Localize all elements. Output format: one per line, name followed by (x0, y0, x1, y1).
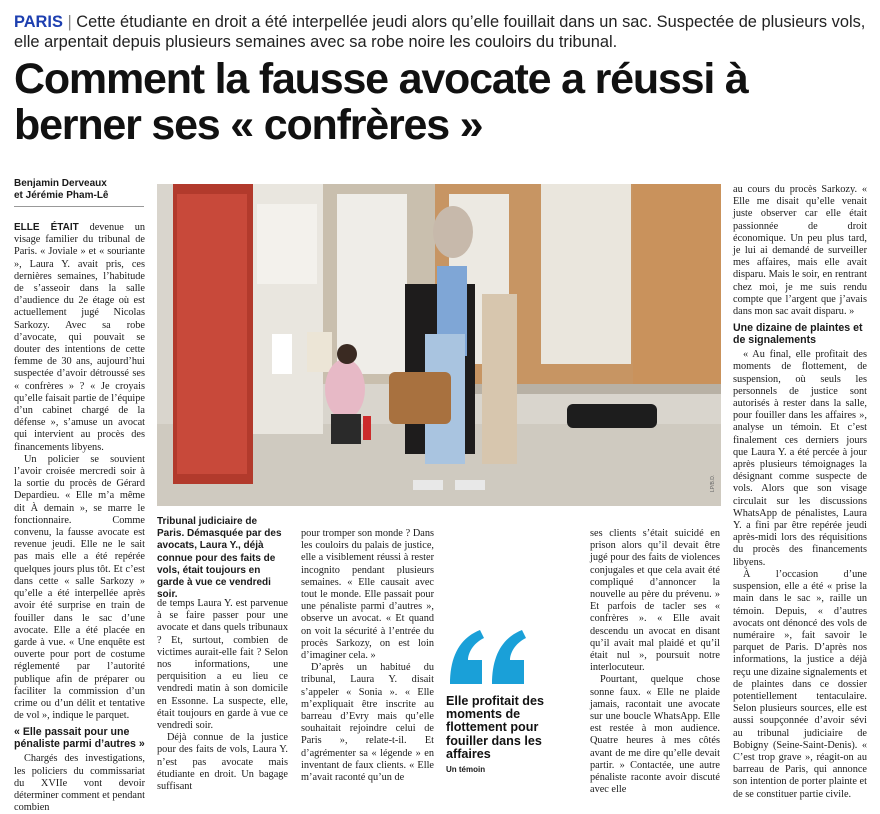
lede-text: Cette étudiante en droit a été interpellée jeudi alors qu’elle fouillait dans un sac. Suspectée de plusieurs vols, elle arpentait depuis plusieurs semaines avec sa robe noire les couloirs du tribunal. (14, 13, 866, 51)
col1-para-1 (14, 222, 145, 454)
col1-para-3: Chargés des investigations, les policiers du commissariat du XVIIe vont devoir déterminer comment et pendant combien (14, 753, 145, 814)
pull-quote (446, 626, 580, 774)
byline (14, 178, 144, 207)
author-1: Benjamin Derveaux (14, 178, 107, 189)
photo-illustration (157, 184, 721, 506)
col2-para-2: Déjà connue de la justice pour des faits de vols, Laura Y. n’est pas avocate mais étudiante en droit. Un bagage suffisant (157, 732, 288, 793)
lede (14, 12, 870, 52)
col1-para-1-text: devenue un visage familier du tribunal de Paris. « Joviale » et « souriante », Laura Y. avait pris, ces dernières semaines, l’habitude de s’asseoir dans la salle d’audience du 2e étage où est actuellement jugé Nicolas Sarkozy. Avec sa robe d’avocate, qui pouvait se douter des intentions de cette femme de 30 ans, aujourd’hui suspectée d’avoir détroussé ses « confrères » ? « Je croyais qu’elle faisait partie de l’équipe d’un cabinet chargé de la défense », s’amuse un avocat qui intervient au procès des financements libyens. (14, 222, 145, 453)
col1-subhead: « Elle passait pour une pénaliste parmi d’autres » (14, 726, 145, 751)
col4-para-1: ses clients s’était suicidé en prison alors qu’il devait être jugé pour des faits de violences conjugales et que cela avait été compliqué d’annoncer la nouvelle au père du prévenu. » Et parfois de tacler ses « confrères ». « Elle avait descendu un avocat en disant qu’il avait mal plaidé et qu’il était nul », poursuit notre interlocuteur. (590, 528, 720, 674)
kicker-location: PARIS (14, 13, 63, 31)
kicker-separator: | (67, 13, 77, 31)
col5-subhead: Une dizaine de plaintes et de signalements (733, 322, 863, 347)
drop-cap: ELLE ÉTAIT (14, 222, 79, 233)
author-2: et Jérémie Pham-Lê (14, 190, 109, 201)
col3-para-2: D’après un habitué du tribunal, Laura Y. disait s’appeler « Sonia ». « Elle m’expliquait être inscrite au barreau d’Evry mais qu’elle souhaitait rejoindre celui de Paris », relate-t-il. Et d’agrémenter sa « légende » en inventant de faux clients. « Elle m’avait raconté qu’un de (301, 662, 434, 784)
column-3 (301, 528, 434, 784)
col4-para-2: Pourtant, quelque chose sonne faux. « Elle ne plaide jamais, racontait une avocate sur une boucle WhatsApp. Elle est restée à mon audience. Quatre heures à mes côtés avant de me dire qu’elle devait partir. » Contactée, une autre pénaliste raconte avoir discuté avec elle (590, 674, 720, 796)
headline: Comment la fausse avocate a réussi à berner ses « confrères » (14, 55, 748, 149)
col5-para-1: au cours du procès Sarkozy. « Elle me disait qu’elle venait juste observer car elle était passionnée de droit économique. Un peu plus tard, je lui ai demandé de surveiller mes affaires, mais elle avait disparu. Mais le soir, en rentrant chez moi, je me suis rendu compte que l’argent que j’avais dans mon sac avait disparu. » (733, 184, 867, 318)
pull-quote-author: Un témoin (446, 765, 486, 775)
article-photo (157, 184, 721, 506)
column-2 (157, 598, 288, 793)
column-4 (590, 528, 720, 796)
photo-caption: Tribunal judiciaire de Paris. Démasquée par des avocats, Laura Y., déjà connue pour des faits de vols, était toujours en garde à vue ce vendredi soir. (157, 516, 282, 601)
col5-para-2: « Au final, elle profitait des moments de flottement, de suspension, où seuls les personnels de justice sont autorisés à rester dans la salle, pour fouiller dans les affaires », analyse un témoin. Et c’est finalement ces derniers jours que Laura Y. a été percée à jour après plusieurs témoignages la désignant comme suspecte de vols. Alors que son visage circulait sur les discussions WhatsApp de pénalistes, Laura Y. a fini par être repérée jeudi après-midi lors des réquisitions du procès des financements libyens. (733, 349, 867, 568)
photo-credit: LP/B.D. (710, 474, 716, 492)
column-1 (14, 222, 145, 814)
col3-para-1: pour tromper son monde ? Dans les couloirs du palais de justice, elle a visiblement réussi à rester incognito pendant plusieurs semaines. « Elle causait avec tout le monde. Elle passait pour une pénaliste parmi d’autres », observe un avocat. « Et quand on voit la sécurité à l’entrée du procès Sarkozy, on est loin d’imaginer cela. » (301, 528, 434, 662)
col2-para-1: de temps Laura Y. est parvenue à se faire passer pour une avocate et dans quels tribunaux ? Et, surtout, combien de victimes aurait-elle fait ? Selon nos informations, une perquisition a eu lieu ce vendredi matin à son domicile en Essonne. La suspecte, elle, était toujours en garde à vue ce vendredi soir. (157, 598, 288, 732)
pull-quote-text: Elle profitait des moments de flottement pour fouiller dans les affaires (446, 694, 544, 761)
col1-para-2: Un policier se souvient l’avoir croisée mercredi soir à la sortie du procès de Gérard Depardieu. « Elle m’a même dit À demain », se marre le fonctionnaire. Comme convenu, la fausse avocate est revenue jeudi. Elle ne le sait pas mais elle a été repérée quelques jours plus tôt. Et c’est dans cette « salle Sarkozy » qu’elle a été interpellée après avoir été surprise en train de fouiller dans le sac d’une avocate. Elle a été placée en garde à vue. « Une enquête est ouverte pour port de costume réglementé par l’autorité publique afin de préparer ou faciliter la commission d’un crime ou d’un délit et tentative de vol », indique le parquet. (14, 453, 145, 722)
column-5 (733, 184, 867, 800)
col5-para-3: À l’occasion d’une suspension, elle a été « prise la main dans le sac », raille un témoin. Depuis, « d’autres avocats ont dénoncé des vols de numéraire », fait savoir le parquet de Paris. D’après nos informations, la justice a déjà reçu une dizaine signalements et de plaintes dans ce dossier potentiellement tentaculaire. Selon plusieurs sources, elle est aussi soupçonnée d’avoir sévi au tribunal judiciaire de Bobigny (Seine-Saint-Denis). « C’est trop grave », réagit-on au barreau de Paris, qui annonce son intention de porter plainte et de se constituer partie civile. (733, 568, 867, 800)
quote-marks-icon (446, 626, 530, 686)
